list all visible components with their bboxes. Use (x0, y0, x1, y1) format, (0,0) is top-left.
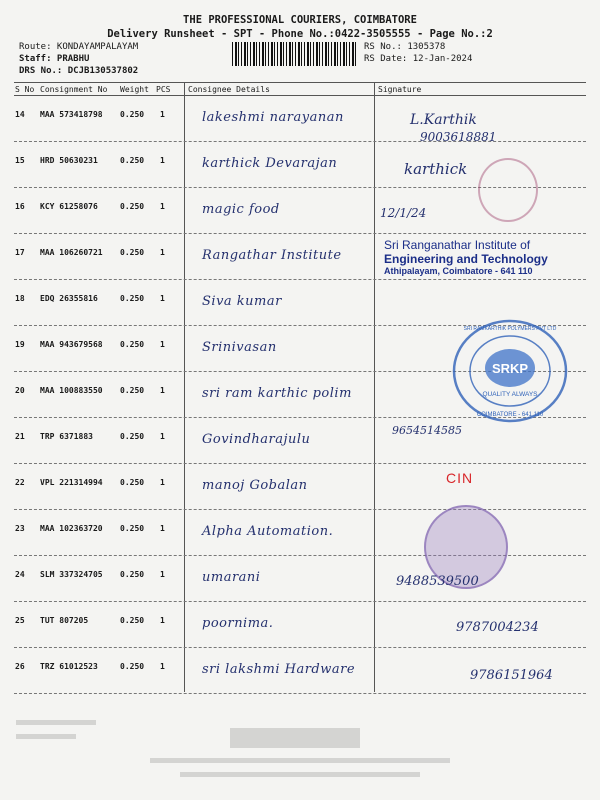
row-consignee: sri lakshmi Hardware (202, 662, 356, 677)
row-sno: 19 (15, 340, 25, 349)
table-row (14, 464, 586, 510)
row-sno: 18 (15, 294, 25, 303)
row-consignee: Siva kumar (202, 294, 282, 309)
rs-number: RS No.: 1305378 (364, 42, 446, 52)
col-consignee: Consignee Details (188, 85, 270, 94)
row-consignee: manoj Gobalan (202, 478, 308, 493)
table-top-rule (14, 82, 586, 83)
row-consignment: MAA 943679568 (40, 340, 103, 349)
stamp-center-text: SRKP (491, 361, 529, 376)
row-consignment: MAA 573418798 (40, 110, 103, 119)
rs-date: RS Date: 12-Jan-2024 (364, 54, 473, 64)
row-consignment: MAA 106260721 (40, 248, 103, 257)
company-title: THE PROFESSIONAL COURIERS, COIMBATORE (183, 14, 417, 26)
drs-number: DRS No.: DCJB130537802 (19, 66, 139, 76)
row-weight: 0.250 (120, 110, 145, 119)
faint-stamp (478, 158, 538, 222)
row-sno: 16 (15, 202, 25, 211)
table-row (14, 96, 586, 142)
row-weight: 0.250 (120, 570, 145, 579)
reverse-side-bleed (0, 700, 600, 800)
institute-line-3: Athipalayam, Coimbatore - 641 110 (384, 266, 533, 276)
row-consignee: magic food (202, 202, 280, 217)
signature-21-phone: 9654514585 (392, 424, 462, 437)
row-pcs: 1 (160, 248, 165, 257)
row-weight: 0.250 (120, 616, 145, 625)
row-sno: 21 (15, 432, 25, 441)
row-sno: 24 (15, 570, 25, 579)
row-consignee: Srinivasan (202, 340, 277, 355)
row-pcs: 1 (160, 110, 165, 119)
signature-16: 12/1/24 (380, 206, 427, 220)
row-consignee: Alpha Automation. (202, 524, 334, 539)
row-consignment: TRZ 61012523 (40, 662, 98, 671)
col-sno: S No (15, 85, 35, 94)
row-pcs: 1 (160, 616, 165, 625)
row-consignee: sri ram karthic polim (202, 386, 352, 401)
stamp-city-text: COIMBATORE - 641 110 (476, 412, 544, 418)
row-weight: 0.250 (120, 662, 145, 671)
row-consignee: poornima. (202, 616, 274, 631)
row-consignee: Rangathar Institute (202, 248, 342, 263)
stamp-ring-top-text: SRI RAMKARTHIK POLYMERS PVT LTD (463, 326, 557, 332)
row-pcs: 1 (160, 570, 165, 579)
col-pcs: PCS (156, 85, 171, 94)
row-consignee: umarani (202, 570, 261, 585)
row-sno: 17 (15, 248, 25, 257)
row-consignment: SLM 337324705 (40, 570, 103, 579)
cin-mark: CIN (446, 470, 474, 486)
staff: Staff: PRABHU (19, 54, 90, 64)
row-sno: 22 (15, 478, 25, 487)
signature-14-name: L.Karthik (410, 112, 477, 128)
institute-stamp (384, 238, 584, 276)
row-weight: 0.250 (120, 478, 145, 487)
row-weight: 0.250 (120, 294, 145, 303)
row-pcs: 1 (160, 156, 165, 165)
row-consignment: MAA 102363720 (40, 524, 103, 533)
institute-line-1: Sri Ranganathar Institute of (384, 238, 531, 252)
row-pcs: 1 (160, 478, 165, 487)
srkp-round-stamp (438, 316, 588, 426)
row-consignment: KCY 61258076 (40, 202, 98, 211)
signature-25-phone: 9787004234 (456, 620, 539, 635)
row-sno: 25 (15, 616, 25, 625)
signature-26-phone: 9786151964 (470, 668, 553, 683)
row-weight: 0.250 (120, 432, 145, 441)
row-pcs: 1 (160, 432, 165, 441)
col-weight: Weight (120, 85, 149, 94)
row-sno: 23 (15, 524, 25, 533)
row-weight: 0.250 (120, 202, 145, 211)
row-weight: 0.250 (120, 156, 145, 165)
row-weight: 0.250 (120, 340, 145, 349)
row-sno: 26 (15, 662, 25, 671)
row-pcs: 1 (160, 202, 165, 211)
row-consignment: VPL 221314994 (40, 478, 103, 487)
signature-14-phone: 9003618881 (420, 130, 497, 144)
row-weight: 0.250 (120, 386, 145, 395)
row-sno: 14 (15, 110, 25, 119)
stamp-quality-text: QUALITY ALWAYS (482, 391, 538, 398)
row-sno: 15 (15, 156, 25, 165)
row-consignee: lakeshmi narayanan (202, 110, 344, 125)
row-pcs: 1 (160, 340, 165, 349)
row-weight: 0.250 (120, 524, 145, 533)
col-signature: Signature (378, 85, 422, 94)
row-separator (14, 693, 586, 694)
row-pcs: 1 (160, 294, 165, 303)
row-pcs: 1 (160, 524, 165, 533)
signature-15: karthick (404, 160, 468, 178)
barcode (232, 42, 356, 66)
institute-line-2: Engineering and Technology (384, 252, 548, 266)
row-consignment: TUT 807205 (40, 616, 89, 625)
row-consignee: Govindharajulu (202, 432, 311, 447)
runsheet-subtitle: Delivery Runsheet - SPT - Phone No.:0422-3505555 - Page No.:2 (107, 28, 493, 40)
row-consignment: HRD 50630231 (40, 156, 98, 165)
row-consignment: TRP 6371883 (40, 432, 93, 441)
col-consignment: Consignment No (40, 85, 108, 94)
row-weight: 0.250 (120, 248, 145, 257)
row-consignee: karthick Devarajan (202, 156, 338, 171)
row-consignment: EDQ 26355816 (40, 294, 98, 303)
row-consignment: MAA 100883550 (40, 386, 103, 395)
row-pcs: 1 (160, 662, 165, 671)
signature-24-phone: 9488539500 (396, 574, 479, 589)
row-pcs: 1 (160, 386, 165, 395)
row-sno: 20 (15, 386, 25, 395)
route: Route: KONDAYAMPALAYAM (19, 42, 139, 52)
